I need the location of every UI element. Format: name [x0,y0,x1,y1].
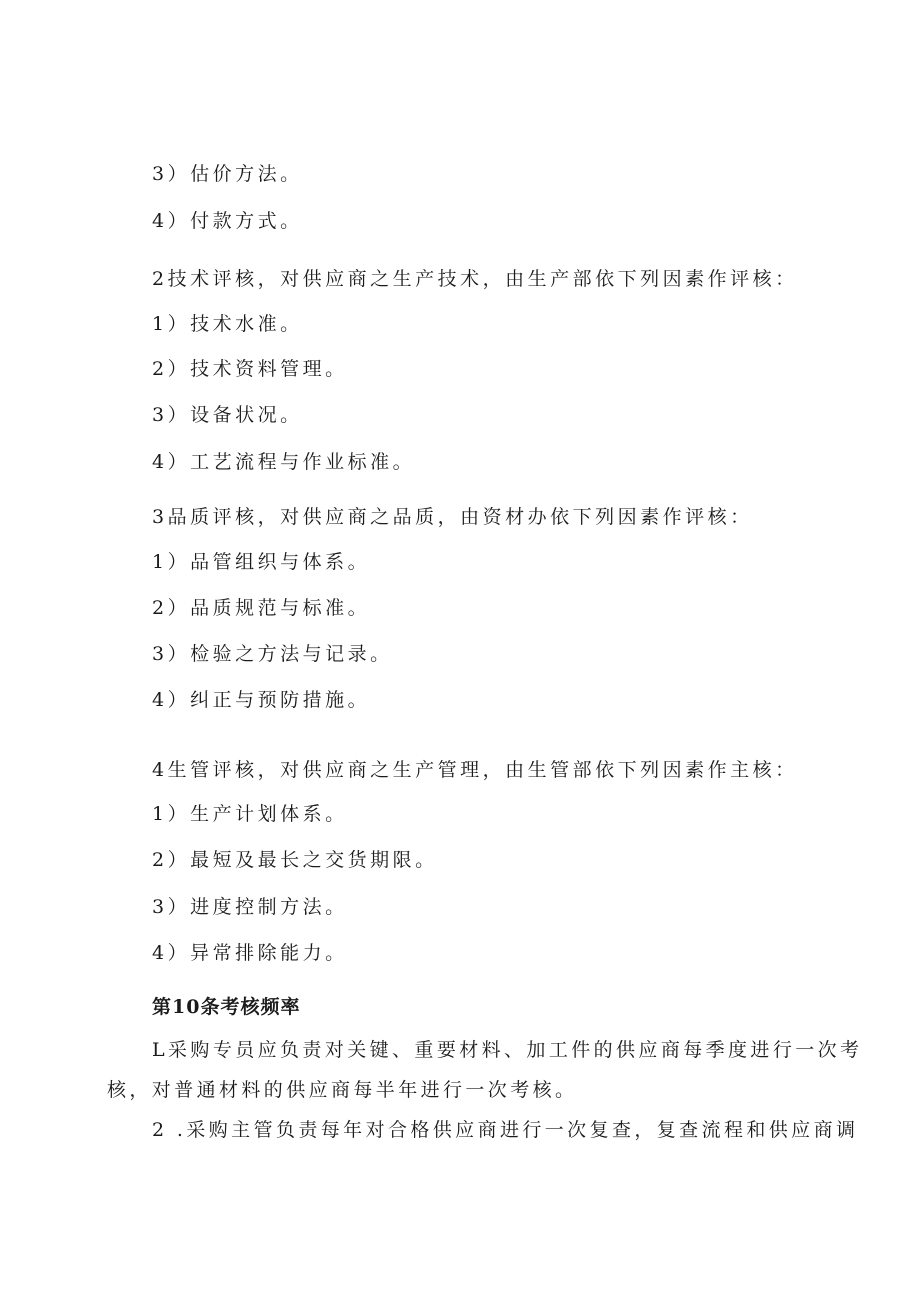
tech-review-item: 1）技术水准。 [152,313,303,335]
tech-review-item: 3）设备状况。 [152,404,303,426]
production-review-item: 2）最短及最长之交货期限。 [152,849,438,871]
quality-review-item: 4）纠正与预防措施。 [152,689,371,711]
estimate-method-item: 3）估价方法。 [152,163,303,185]
production-review-heading: 4生管评核，对供应商之生产管理，由生管部依下列因素作主核： [152,759,798,781]
quality-review-item: 1）品管组织与体系。 [152,551,371,573]
quality-review-heading: 3品质评核，对供应商之品质，由资材办依下列因素作评核： [152,506,753,528]
quality-review-item: 2）品质规范与标准。 [152,597,371,619]
tech-review-item: 4）工艺流程与作业标准。 [152,451,416,473]
quality-review-item: 3）检验之方法与记录。 [152,643,393,665]
article-10-title: 第10条考核频率 [152,996,301,1018]
tech-review-item: 2）技术资料管理。 [152,358,348,380]
production-review-item: 3）进度控制方法。 [152,896,348,918]
production-review-item: 4）异常排除能力。 [152,942,348,964]
payment-method-item: 4）付款方式。 [152,210,303,232]
article-10-para2-line1: 2 .采购主管负责每年对合格供应商进行一次复查，复查流程和供应商调 [152,1119,859,1141]
tech-review-heading: 2技术评核，对供应商之生产技术，由生产部依下列因素作评核： [152,268,798,290]
production-review-item: 1）生产计划体系。 [152,803,348,825]
article-10-para1-line2: 核，对普通材料的供应商每半年进行一次考核。 [107,1079,578,1101]
article-10-para1-line1: L采购专员应负责对关键、重要材料、加工件的供应商每季度进行一次考 [152,1039,863,1061]
